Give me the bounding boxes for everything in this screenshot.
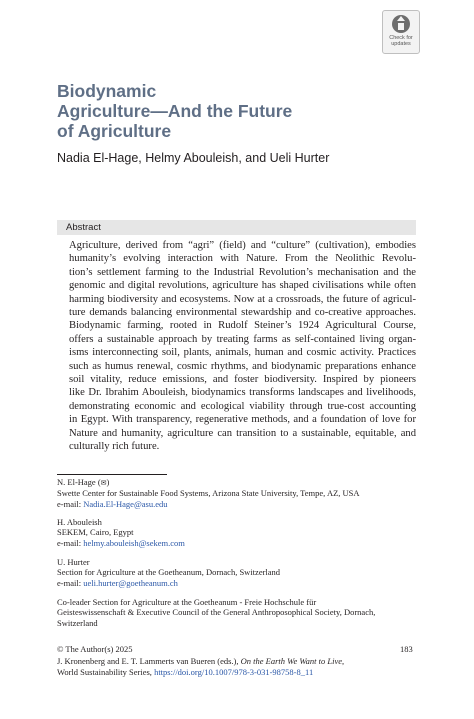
affiliation-org: SEKEM, Cairo, Egypt	[57, 527, 134, 538]
affiliation-org: Section for Agriculture at the Goetheanum, Dornach, Switzerland	[57, 567, 281, 578]
affiliation-hurter	[57, 557, 417, 588]
author-name: N. El-Hage (	[57, 477, 101, 487]
abstract-line: in Egypt. With transparency, regenerative methods, and a foundation of love for	[69, 414, 416, 426]
envelope-icon: ✉	[100, 479, 107, 487]
badge-label-1: Check for	[389, 35, 413, 41]
doi-link[interactable]: https://doi.org/10.1007/978-3-031-98758-8_11	[154, 667, 314, 678]
footnote-divider	[57, 474, 167, 475]
chapter-title	[57, 81, 397, 141]
author-name: U. Hurter	[57, 557, 90, 567]
check-for-updates-badge[interactable]	[382, 10, 420, 54]
badge-label-2: updates	[391, 41, 411, 47]
affiliation-line: Switzerland	[57, 617, 98, 628]
affiliation-line: Geisteswissenschaft & Executive Council of the General Anthroposophical Society, Dornach,	[57, 607, 376, 618]
email-label: e-mail:	[57, 498, 84, 509]
abstract-line: Biodynamic farming, rooted in Rudolf Steiner’s 1924 Agricultural Course,	[69, 320, 416, 332]
abstract-label: Abstract	[66, 222, 101, 233]
chapter-footer: © The Author(s) 2025 J. Kronenberg and E. T. Lammerts van Bueren (eds.), On the Earth We Want to Live, World Sustainability Series, https://doi.org/10.1007/978-3-031-98758-8_11	[57, 644, 417, 679]
title-line-2: Agriculture—And the Future	[57, 101, 293, 121]
page-number: 183	[400, 644, 413, 654]
editors: J. Kronenberg and E. T. Lammerts van Bueren (eds.),	[57, 655, 241, 666]
abstract-line: humanity’s evolving interaction with Nature. From the Neolithic Revolu-	[69, 253, 416, 265]
copyright-line: © The Author(s) 2025	[57, 644, 133, 654]
email-link[interactable]: Nadia.El-Hage@asu.edu	[83, 498, 168, 509]
abstract-line: demonstrating economic and ecological viability through true-cost accounting	[69, 400, 416, 412]
abstract-header-band	[57, 220, 416, 235]
abstract-line: tion’s settlement farming to the Industrial Revolution’s mechanisation and the	[69, 266, 416, 278]
abstract-line: such as humus renewal, cosmic rhythms, and biodynamic preparations enhance	[69, 360, 416, 372]
affiliation-line: Co-leader Section for Agriculture at the Goetheanum - Freie Hochschule für	[57, 597, 317, 607]
email-label: e-mail:	[57, 577, 84, 588]
abstract-line: like Dr. Ibrahim Abouleish, biodynamics transforms landscapes and livelihoods,	[69, 387, 416, 399]
author-list: Nadia El-Hage, Helmy Abouleish, and Ueli Hurter	[57, 151, 330, 165]
title-line-1: Biodynamic	[57, 81, 157, 101]
title-line-3: of Agriculture	[57, 121, 172, 141]
series-name: World Sustainability Series,	[57, 667, 155, 678]
book-title: On the Earth We Want to Live	[240, 655, 343, 666]
abstract-line: culturally rich future.	[69, 441, 160, 453]
abstract-line: ture demands balancing environmental stewardship and co-creative approaches.	[69, 307, 416, 319]
abstract-text	[69, 239, 416, 454]
abstract-line: offers a sustainable approach by treating farms as self-contained living organ-	[69, 333, 416, 345]
abstract-line: Nature and humanity, agriculture can transition to a sustainable, equitable, and	[69, 427, 416, 439]
email-link[interactable]: helmy.abouleish@sekem.com	[83, 537, 185, 548]
abstract-line: Agriculture, derived from “agri” (field) and “culture” (cultivation), embodies	[69, 240, 416, 251]
affiliation-el-hage	[57, 477, 417, 509]
abstract-line: genomic and digital revolutions, agriculture has shaped civilisations while often	[69, 280, 416, 292]
author-name: H. Abouleish	[57, 517, 102, 527]
abstract-line: soil vitality, reduce emissions, and foster biodiversity. Inspired by pioneers	[69, 374, 416, 386]
name-close: )	[106, 477, 110, 487]
affiliation-org: Swette Center for Sustainable Food Systems, Arizona State University, Tempe, AZ, USA	[57, 488, 360, 499]
check-updates-icon	[391, 13, 411, 35]
abstract-line: harming biodiversity and ecosystems. Now at a crossroads, the future of agricul-	[69, 293, 416, 305]
affiliation-abouleish	[57, 517, 417, 548]
affiliation-hurter-coleader	[57, 597, 417, 628]
email-link[interactable]: ueli.hurter@goetheanum.ch	[83, 577, 178, 588]
email-label: e-mail:	[57, 537, 84, 548]
abstract-line: isms interconnecting soil, plants, animals, human and cosmic activity. Practices	[69, 347, 416, 359]
